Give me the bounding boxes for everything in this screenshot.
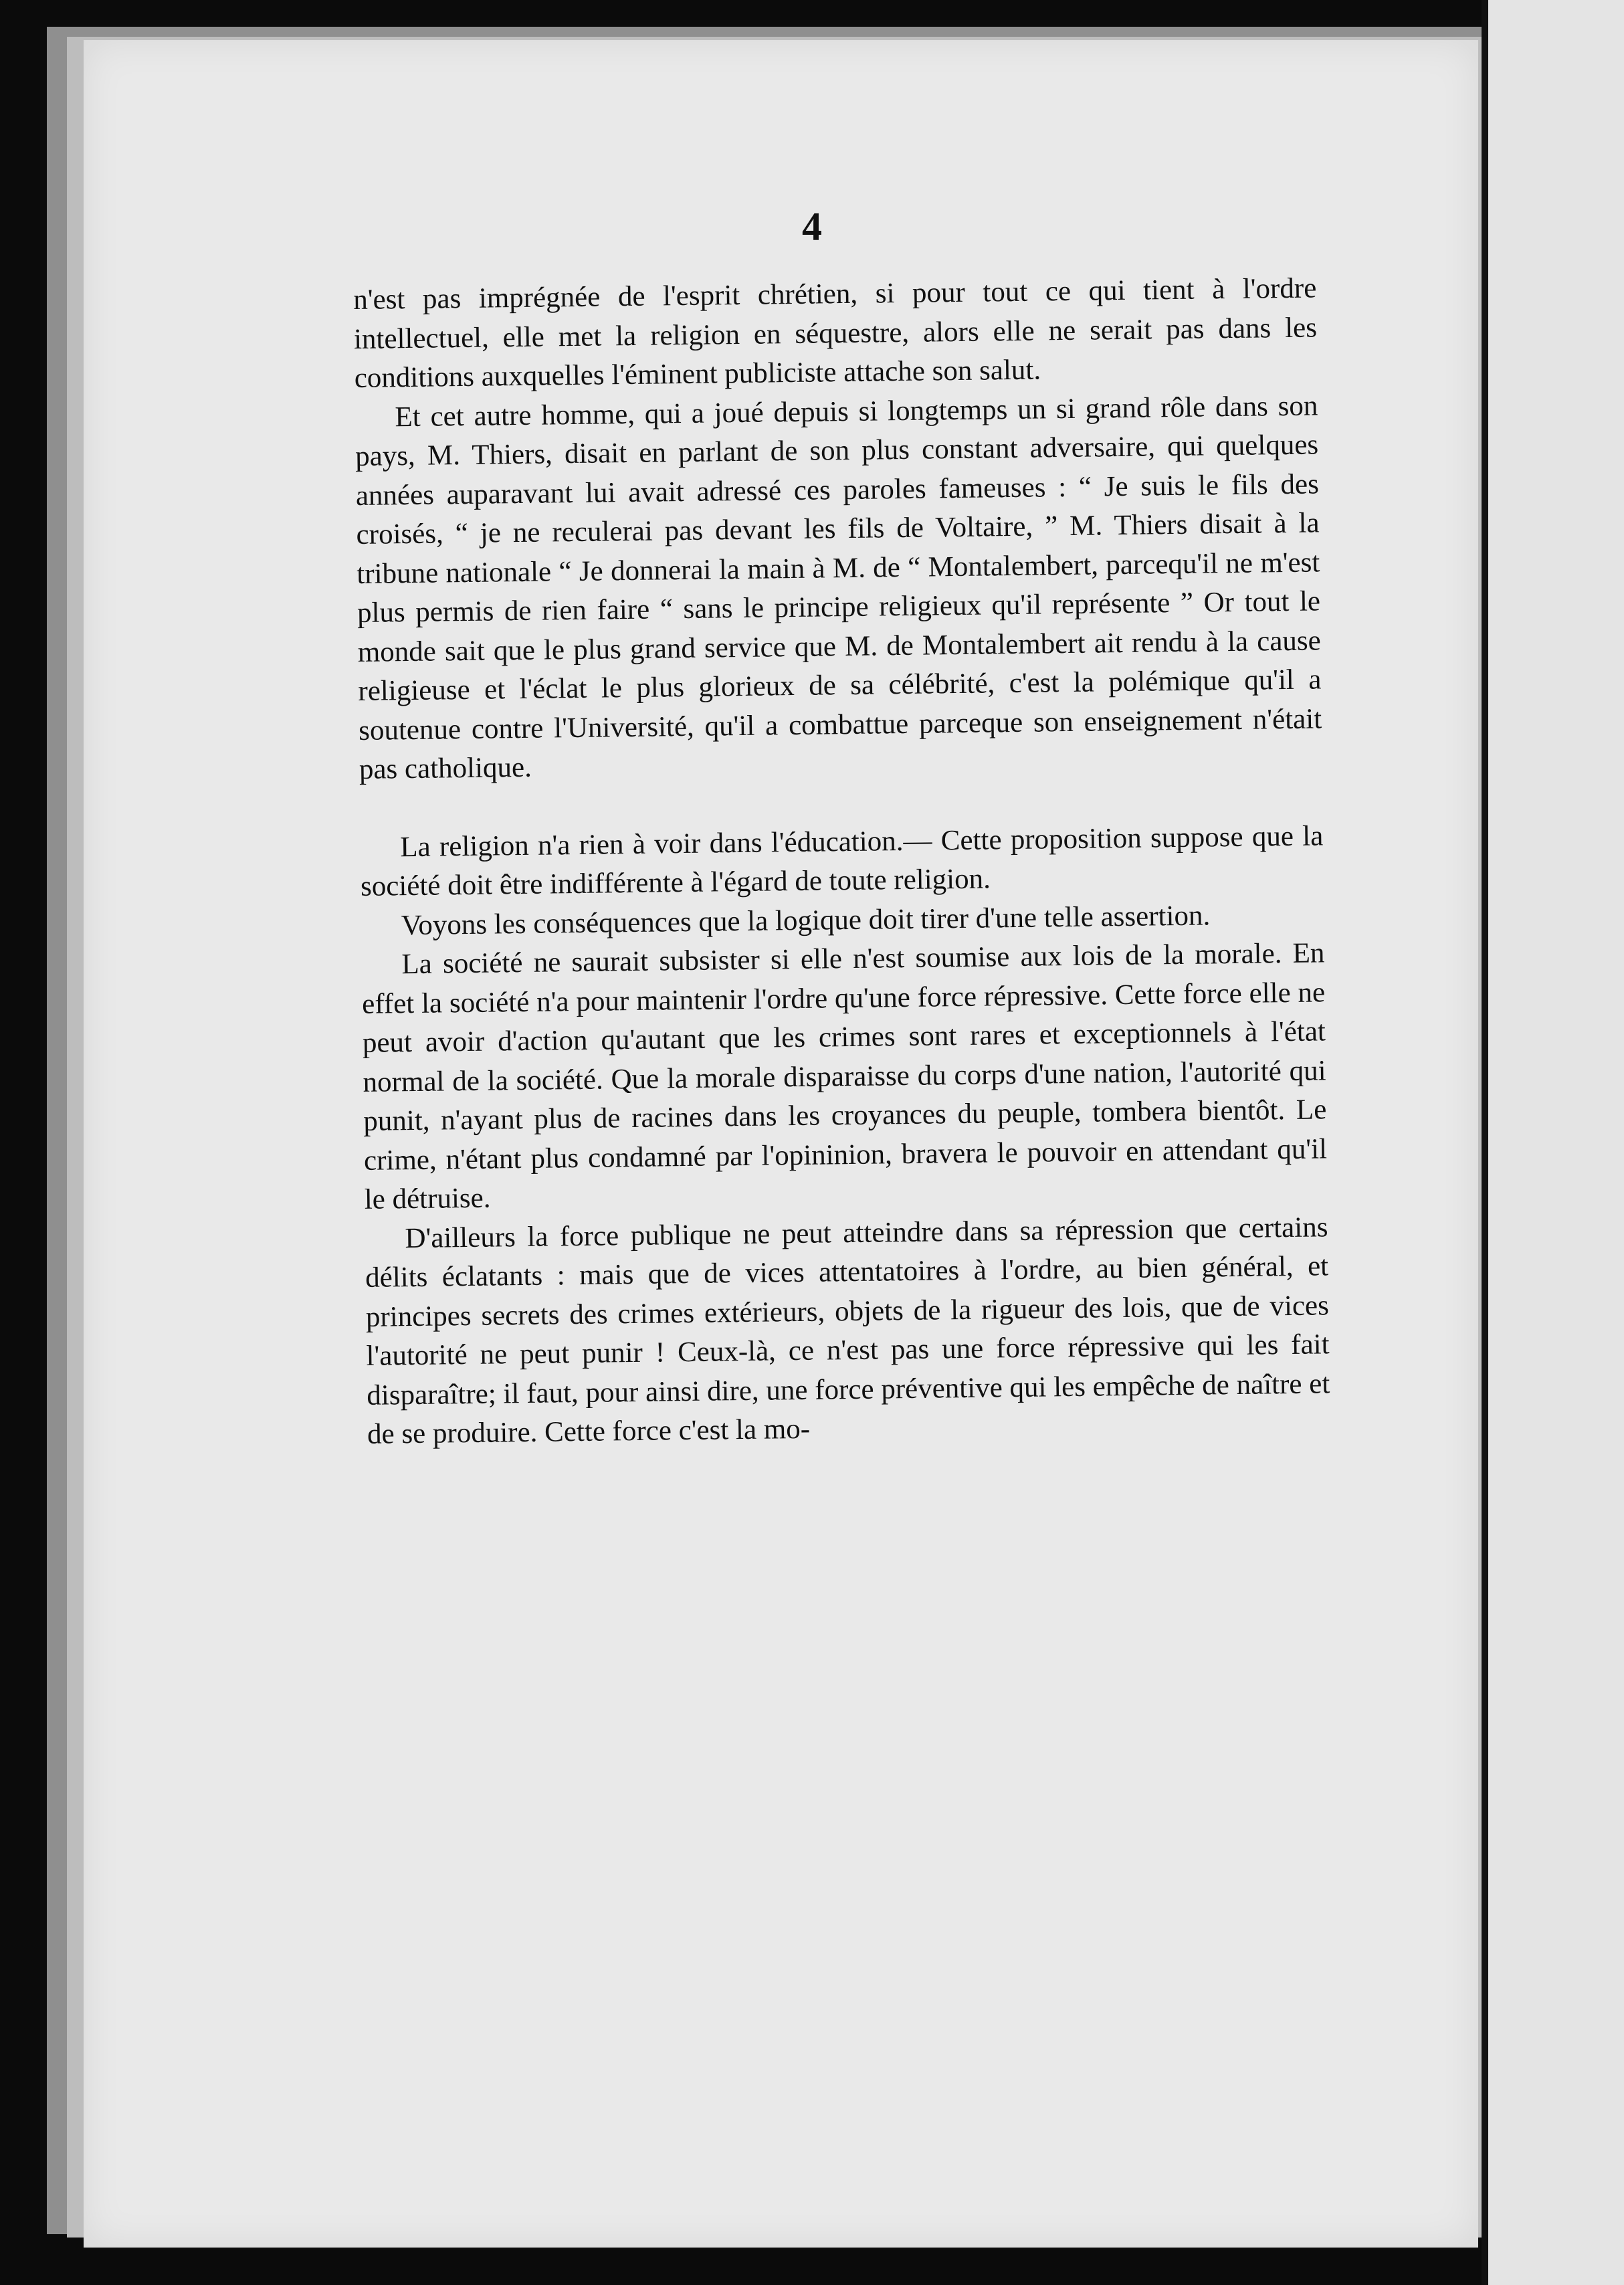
paragraph-consequences: Voyons les conséquences que la logique doit tirer d'une telle assertion. [401, 899, 1211, 941]
paragraph-thiers: Et cet autre homme, qui a joué depuis si longtemps un si grand rôle dans son pays, M. Thiers, disait en parlant de son plus constant adversaire, qui quelques années auparavant lui avait adressé ces paroles fameuses : “ Je suis le fils des croisés, “ je ne reculerai pas devant les fils de Voltaire, ” M. Thiers disait à la tribune nationale “ Je donnerai la main à M. de “ Montalembert, parcequ'il ne m'est plus permis de rien faire “ sans le principe religieux qu'il représente ” Or tout le monde sait que le plus grand service que M. de Montalembert ait rendu à la cause religieuse et l'éclat le plus glorieux de sa célébrité, c'est la polémique qu'il a soutenue contre l'Université, qu'il a combattue parceque son enseignement n'était pas catholique. [354, 389, 1322, 785]
body-text [353, 269, 1330, 1454]
paragraph-public-force: D'ailleurs la force publique ne peut atteindre dans sa répression que certains délits éclatants : mais que de vices attentatoires à l'ordre, au bien général, et principes secrets des crimes extérieurs, objets de la rigueur des lois, que de vices l'autorité ne peut punir ! Ceux-là, ce n'est pas une force répressive qui les fait disparaître; il faut, pour ainsi dire, une force préventive qui les empêche de naître et de se produire. Cette force c'est la mo- [365, 1211, 1330, 1450]
paragraph-continuation: n'est pas imprégnée de l'esprit chrétien, si pour tout ce qui tient à l'ordre intellectuel, elle met la religion en séquestre, alors elle ne serait pas dans les conditions auxquelles l'éminent publiciste attache son salut. [353, 272, 1318, 394]
paragraph-society-morals: La société ne saurait subsister si elle n'est soumise aux lois de la morale. En effet la société n'a pour maintenir l'ordre qu'une force répressive. Cette force elle ne peut avoir d'action qu'autant que les crimes sont rares et exceptionnels à l'état normal de la société. Que la morale disparaisse du corps d'une nation, l'autorité qui punit, n'ayant plus de racines dans les croyances du peuple, tombera bientôt. Le crime, n'étant plus condamné par l'opininion, bravera le pouvoir en attendant qu'il le détruise. [361, 937, 1328, 1215]
paragraph-proposition: La religion n'a rien à voir dans l'éducation.— Cette proposition suppose que la société doit être indifférente à l'égard de toute religion. [360, 819, 1324, 902]
adjacent-page-strip [1482, 0, 1624, 2285]
page-number: 4 [802, 205, 822, 249]
